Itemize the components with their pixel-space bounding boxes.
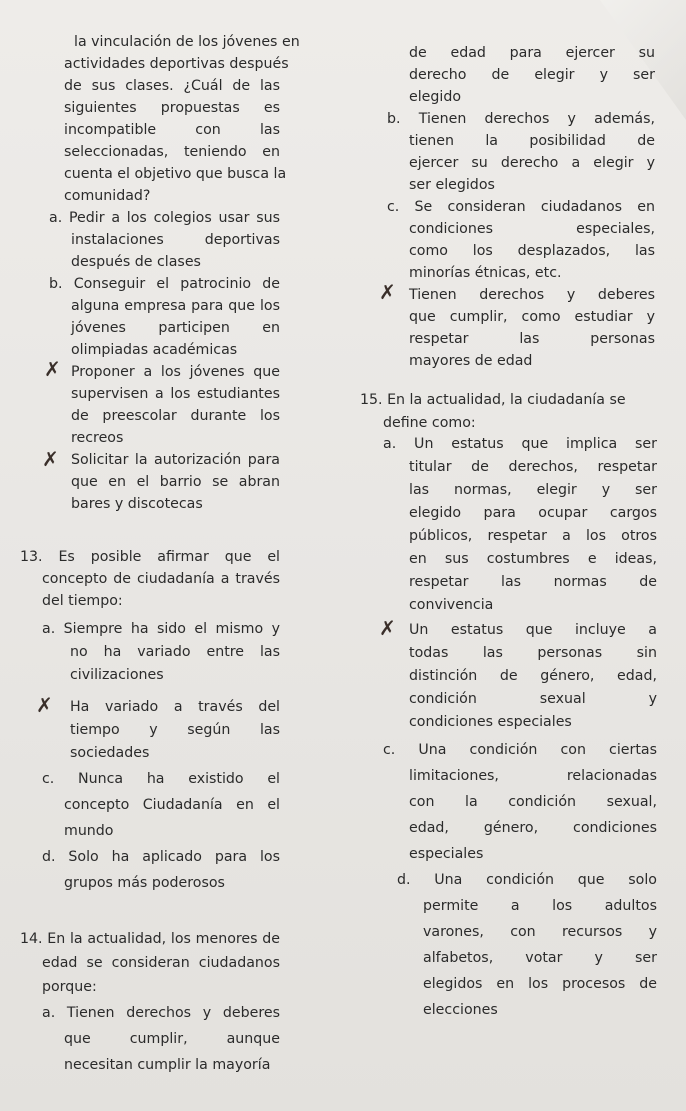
check-mark-icon: ✗	[44, 357, 61, 381]
q15-option-a-line: titular de derechos, respetar	[409, 459, 657, 475]
q13-option-c: c. Nunca ha existido el	[42, 771, 280, 787]
q12-option-d-line: que en el barrio se abran	[71, 474, 280, 490]
q14-option-b-line: ser elegidos	[409, 177, 495, 193]
q12-option-c-line: recreos	[71, 430, 124, 446]
q15-option-c-line: limitaciones, relacionadas	[409, 768, 657, 784]
q12-text-line: actividades deportivas después	[64, 56, 289, 72]
q13-option-a-line: no ha variado entre las	[70, 644, 280, 660]
check-mark-icon: ✗	[379, 616, 396, 640]
q15-question: 15. En la actualidad, la ciudadanía se	[360, 392, 626, 408]
q14-option-b: b. Tienen derechos y además,	[387, 111, 655, 127]
q12-option-c-line: de preescolar durante los	[71, 408, 280, 424]
q15-option-d-line: elegidos en los procesos de	[423, 976, 657, 992]
q12-text-line: la vinculación de los jóvenes en	[74, 34, 300, 50]
q14-option-c-line: como los desplazados, las	[409, 243, 655, 259]
q14-option-c: c. Se consideran ciudadanos en	[387, 199, 655, 215]
q14-option-a: a. Tienen derechos y deberes	[42, 1005, 280, 1021]
q12-text-line: de sus clases. ¿Cuál de las	[64, 78, 280, 94]
q15-option-c-line: edad, género, condiciones	[409, 820, 657, 836]
q15-option-d-line: elecciones	[423, 1002, 498, 1018]
q15-option-a-line: convivencia	[409, 597, 494, 613]
q14-question-line: edad se consideran ciudadanos	[42, 955, 280, 971]
q13-question: 13. Es posible afirmar que el	[20, 549, 280, 565]
q13-option-c-line: mundo	[64, 823, 114, 839]
q14-option-d: Tienen derechos y deberes	[409, 287, 655, 303]
check-mark-icon: ✗	[42, 447, 59, 471]
q14-option-c-line: condiciones especiales,	[409, 221, 655, 237]
q12-option-b-line: jóvenes participen en	[71, 320, 280, 336]
q15-option-a-line: las normas, elegir y ser	[409, 482, 657, 498]
q15-option-d-line: varones, con recursos y	[423, 924, 657, 940]
q15-option-a-line: elegido para ocupar cargos	[409, 505, 657, 521]
q12-text-line: seleccionadas, teniendo en	[64, 144, 280, 160]
q15-option-b-line: distinción de género, edad,	[409, 668, 657, 684]
q12-text-line: comunidad?	[64, 188, 151, 204]
q13-option-b-line: sociedades	[70, 745, 150, 761]
q14-option-a-cont: derecho de elegir y ser	[409, 67, 655, 83]
q13-option-b-line: tiempo y según las	[70, 722, 280, 738]
q14-option-d-line: mayores de edad	[409, 353, 533, 369]
q15-option-b-line: condiciones especiales	[409, 714, 572, 730]
q15-option-c-line: especiales	[409, 846, 484, 862]
check-mark-icon: ✗	[379, 280, 396, 304]
q14-option-a-cont: elegido	[409, 89, 462, 105]
q14-option-a-line: necesitan cumplir la mayoría	[64, 1057, 271, 1073]
q15-option-d-line: permite a los adultos	[423, 898, 657, 914]
q12-option-c: Proponer a los jóvenes que	[71, 364, 280, 380]
q14-option-a-line: que cumplir, aunque	[64, 1031, 280, 1047]
q12-option-b: b. Conseguir el patrocinio de	[49, 276, 280, 292]
q13-option-d-line: grupos más poderosos	[64, 875, 225, 891]
q12-option-d: Solicitar la autorización para	[71, 452, 280, 468]
q15-option-b-line: todas las personas sin	[409, 645, 657, 661]
q15-option-c: c. Una condición con ciertas	[383, 742, 657, 758]
q15-option-c-line: con la condición sexual,	[409, 794, 657, 810]
q12-option-b-line: olimpiadas académicas	[71, 342, 238, 358]
q12-option-b-line: alguna empresa para que los	[71, 298, 280, 314]
q13-option-b: Ha variado a través del	[70, 699, 280, 715]
q14-option-a-cont: de edad para ejercer su	[409, 45, 655, 61]
q15-option-d-line: alfabetos, votar y ser	[423, 950, 657, 966]
q14-question-line: porque:	[42, 979, 97, 995]
q15-option-b: Un estatus que incluye a	[409, 622, 657, 638]
q14-option-c-line: minorías étnicas, etc.	[409, 265, 562, 281]
q14-option-d-line: respetar las personas	[409, 331, 655, 347]
q15-option-a-line: en sus costumbres e ideas,	[409, 551, 657, 567]
q14-option-b-line: tienen la posibilidad de	[409, 133, 655, 149]
q15-option-b-line: condición sexual y	[409, 691, 657, 707]
q15-option-a-line: públicos, respetar a los otros	[409, 528, 657, 544]
q13-option-a: a. Siempre ha sido el mismo y	[42, 621, 280, 637]
check-mark-icon: ✗	[36, 693, 53, 717]
q12-text-line: siguientes propuestas es	[64, 100, 280, 116]
q13-option-a-line: civilizaciones	[70, 667, 164, 683]
q12-text-line: cuenta el objetivo que busca la	[64, 166, 287, 182]
q13-option-d: d. Solo ha aplicado para los	[42, 849, 280, 865]
q15-option-a: a. Un estatus que implica ser	[383, 436, 657, 452]
q13-option-c-line: concepto Ciudadanía en el	[64, 797, 280, 813]
q14-option-d-line: que cumplir, como estudiar y	[409, 309, 655, 325]
q12-option-a: a. Pedir a los colegios usar sus	[49, 210, 280, 226]
q13-question-line: concepto de ciudadanía a través	[42, 571, 280, 587]
q12-option-a-line: después de clases	[71, 254, 201, 270]
q14-option-b-line: ejercer su derecho a elegir y	[409, 155, 655, 171]
q12-option-a-line: instalaciones deportivas	[71, 232, 280, 248]
q15-option-d: d. Una condición que solo	[397, 872, 657, 888]
q14-question: 14. En la actualidad, los menores de	[20, 931, 280, 947]
q15-question-line: define como:	[383, 415, 476, 431]
q15-option-a-line: respetar las normas de	[409, 574, 657, 590]
q12-option-d-line: bares y discotecas	[71, 496, 203, 512]
q12-text-line: incompatible con las	[64, 122, 280, 138]
q12-option-c-line: supervisen a los estudiantes	[71, 386, 280, 402]
q13-question-line: del tiempo:	[42, 593, 123, 609]
